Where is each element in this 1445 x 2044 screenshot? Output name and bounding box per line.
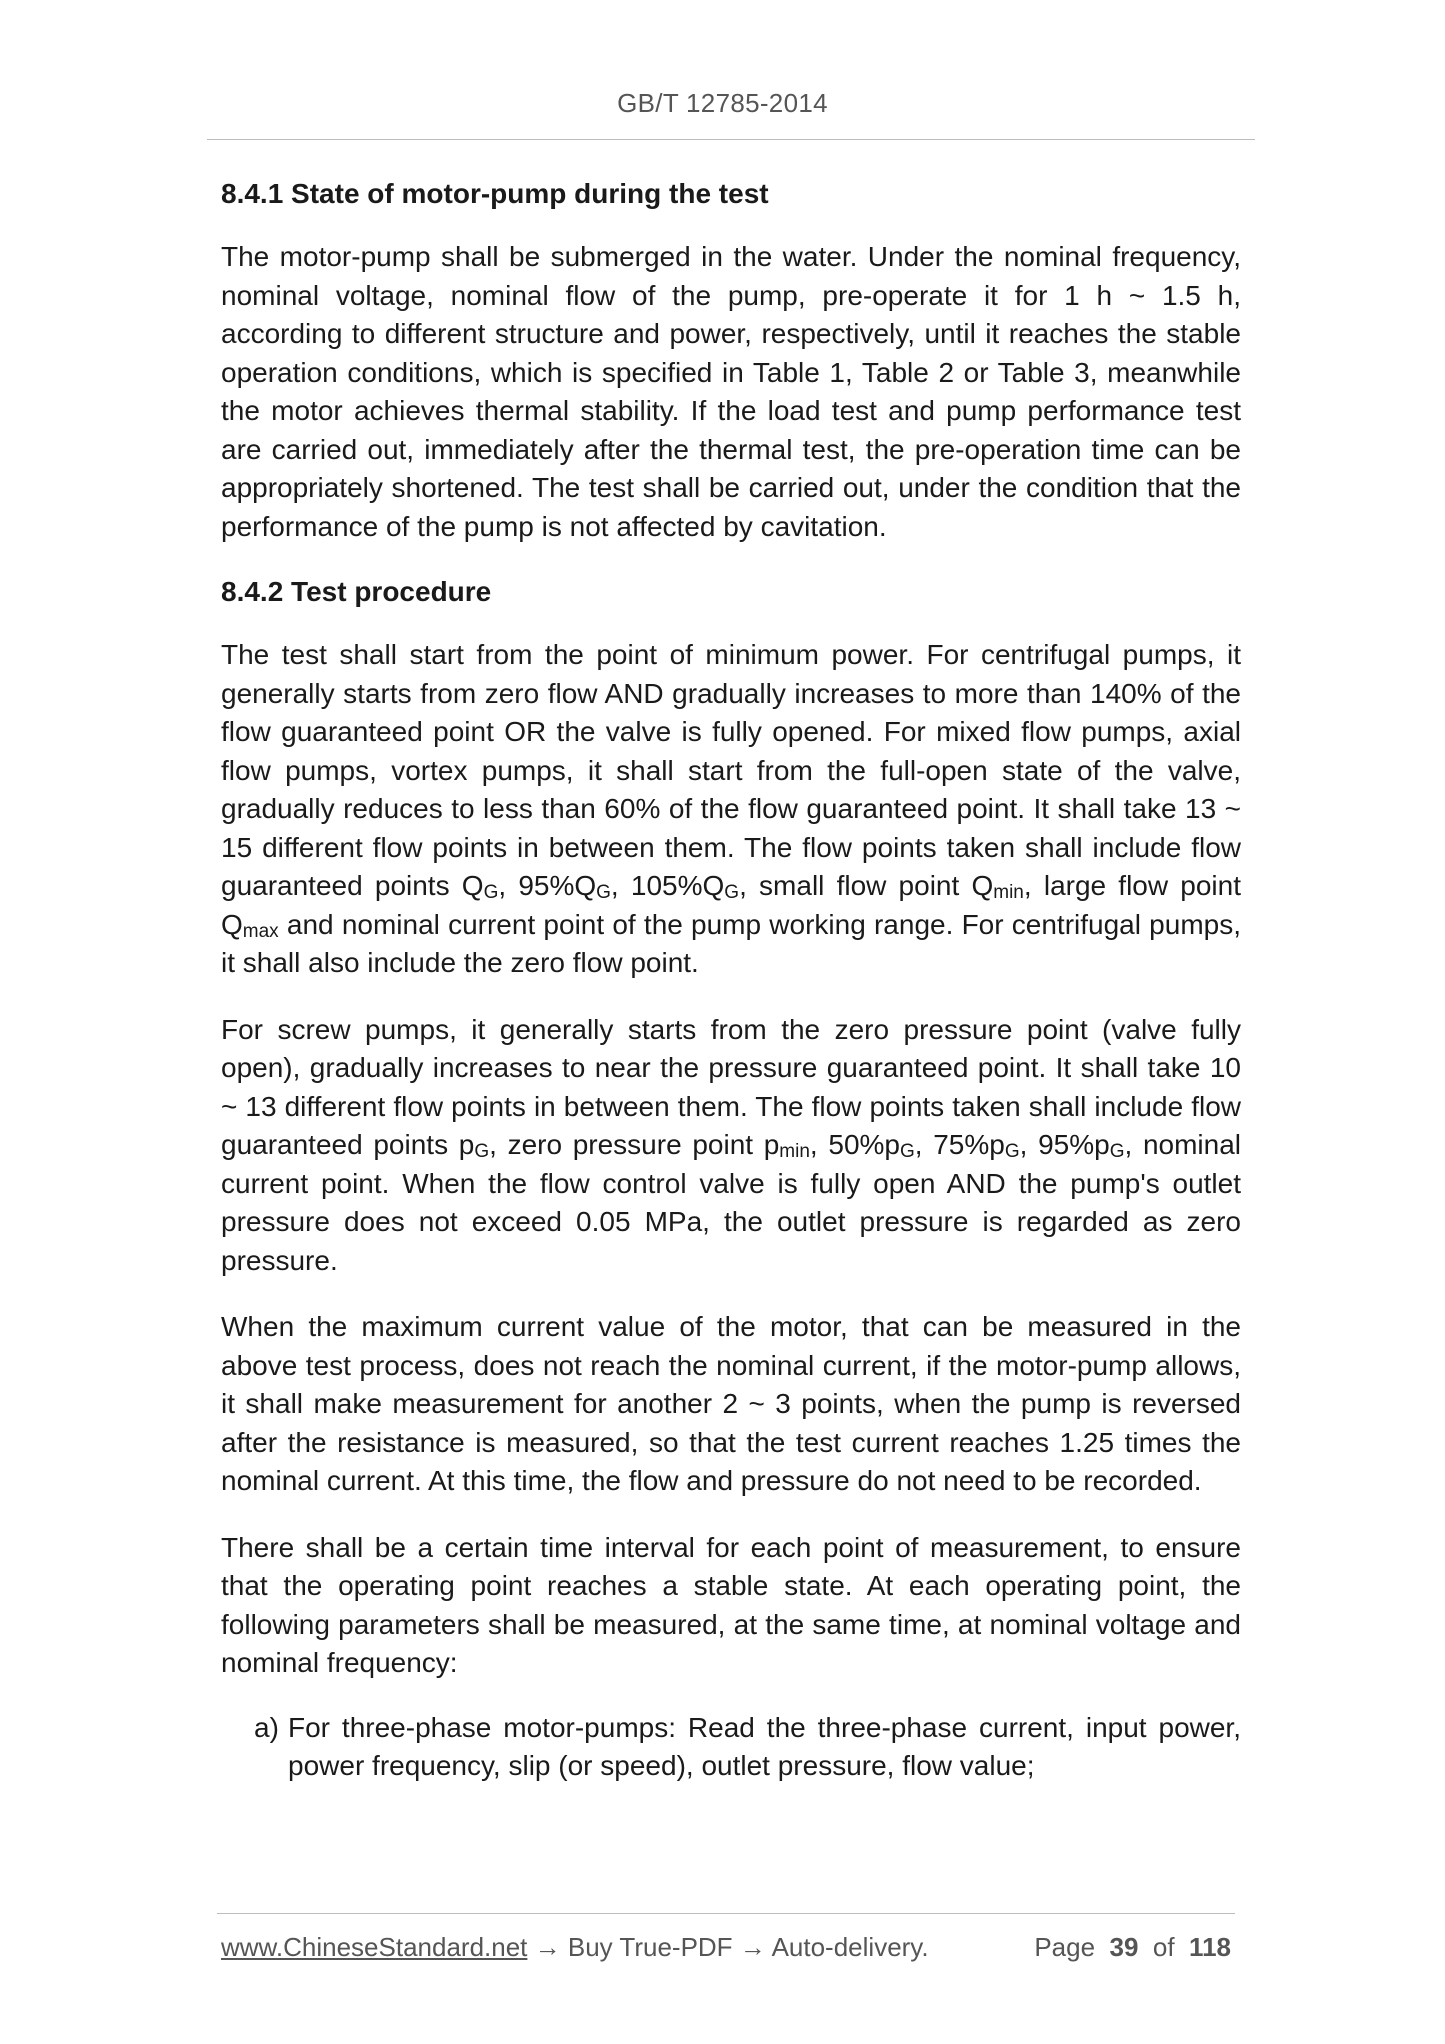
document-id: GB/T 12785-2014 [617, 88, 828, 118]
list-item-text: For three-phase motor-pumps: Read the three-phase current, input power, power frequency, slip (or speed), outlet pressure, flow value; [288, 1711, 1241, 1781]
footer-promo [221, 1932, 929, 1963]
list-item [221, 1709, 1241, 1786]
footer-tagline: → Buy True-PDF → Auto-delivery. [527, 1932, 929, 1962]
section-heading-8-4-2: 8.4.2 Test procedure [221, 576, 492, 607]
website-link[interactable]: www.ChineseStandard.net [221, 1932, 528, 1962]
page-content [221, 170, 1241, 1786]
header-divider [207, 139, 1255, 140]
list-marker: a) [254, 1711, 279, 1743]
section-8-4-1-paragraph: The motor-pump shall be submerged in the water. Under the nominal frequency, nominal voltage, nominal flow of the pump, pre-operate it for 1 h ~ 1.5 h, according to different structure and power, respectively, until it reaches the stable operation conditions, which is specified in Table 1, Table 2 or Table 3, meanwhile the motor achieves thermal stability. If the load test and pump performance test are carried out, immediately after the thermal test, the pre-operation time can be appropriately shortened. The test shall be carried out, under the condition that the performance of the pump is not affected by cavitation. [221, 241, 1241, 542]
page-footer [221, 1932, 1231, 1966]
page-indicator [1034, 1932, 1231, 1963]
section-heading-8-4-1: 8.4.1 State of motor-pump during the test [221, 178, 769, 209]
document-header [0, 88, 1445, 119]
page-label: Page [1034, 1932, 1096, 1962]
test-procedure-paragraph-3: When the maximum current value of the motor, that can be measured in the above test process, does not reach the nominal current, if the motor-pump allows, it shall make measurement for another 2 ~ 3 points, when the pump is reversed after the resistance is measured, so that the test current reaches 1.25 times the nominal current. At this time, the flow and pressure do not need to be recorded. [221, 1311, 1241, 1496]
current-page-number: 39 [1109, 1932, 1139, 1962]
test-procedure-paragraph-2: For screw pumps, it generally starts from the zero pressure point (valve fully open), gradually increases to near the pressure guaranteed point. It shall take 10 ~ 13 different flow points in between them. The flow points taken shall include flow guaranteed points $p_G$, zero pressure point $p_{min}$, $50\%p_G$, $75\%p_G$, $95\%p_G$, nominal current point. When the flow control valve is fully open AND the pump's outlet pressure does not exceed 0.05 MPa, the outlet pressure is regarded as zero pressure. [221, 1013, 1242, 1276]
of-label: of [1152, 1932, 1175, 1962]
test-procedure-paragraph-1: The test shall start from the point of minimum power. For centrifugal pumps, it generally starts from zero flow AND gradually increases to more than 140% of the flow guaranteed point OR the valve is fully opened. For mixed flow pumps, axial flow pumps, vortex pumps, it shall start from the full-open state of the valve, gradually reduces to less than 60% of the flow guaranteed point. It shall take 13 ~ 15 different flow points in between them. The flow points taken shall include flow guaranteed points $Q_G$, $95\%Q_G$, $105\%Q_G$, small flow point $Q_{min}$, large flow point $Q_{max}$ and nominal current point of the pump working range. For centrifugal pumps, it shall also include the zero flow point. [221, 639, 1241, 978]
footer-divider [217, 1913, 1235, 1914]
total-pages: 118 [1189, 1932, 1231, 1962]
test-procedure-paragraph-4: There shall be a certain time interval for each point of measurement, to ensure that the operating point reaches a stable state. At each operating point, the following parameters shall be measured, at the same time, at nominal voltage and nominal frequency: [221, 1531, 1241, 1678]
